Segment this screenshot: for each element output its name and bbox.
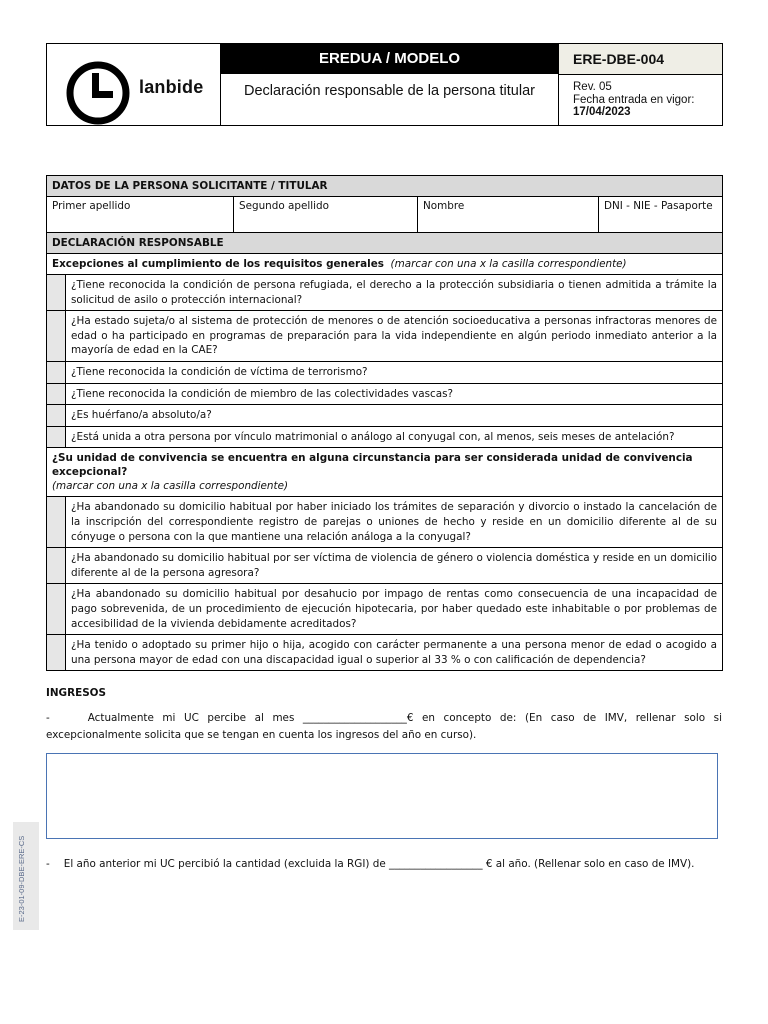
checkbox[interactable] [47,275,66,310]
checkbox[interactable] [47,311,66,361]
unit-heading: ¿Su unidad de convivencia se encuentra en alguna circunstancia para ser considerada unidad de convivencia excepcional? (marcar con una x la casilla correspondiente) [47,448,722,497]
side-code: E-23-01-09-DBE-ERE-CS [17,835,26,922]
general-item: ¿Es huérfano/a absoluto/a? [47,405,722,427]
general-item: ¿Tiene reconocida la condición de víctima de terrorismo? [47,362,722,384]
effective-label: Fecha entrada en vigor: [573,93,695,106]
applicant-fields [47,197,722,233]
doc-title: Declaración responsable de la persona titular [244,83,535,99]
declaration-title: DECLARACIÓN RESPONSABLE [47,233,722,254]
doc-code: ERE-DBE-004 [559,44,722,75]
general-item: ¿Tiene reconocida la condición de miembro de las colectividades vascas? [47,384,722,406]
document-header [46,43,723,126]
title-cell [221,44,559,125]
meta-cell [559,44,722,125]
income-title: INGRESOS [46,687,106,699]
declaration-table [46,175,723,671]
name-field[interactable]: Nombre [418,197,599,232]
income-line-current: - Actualmente mi UC percibe al mes ____________________€ en concepto de: (En caso de IMV, rellenar solo si excepcionalmente solicita que se tengan en cuenta los ingresos del año en curso). [46,712,722,741]
unit-item: ¿Ha tenido o adoptado su primer hijo o hija, acogido con carácter permanente a una persona menor de edad o acogido a una persona mayor de edad con una discapacidad igual o superior al 33 % o con calificación de dependencia? [47,635,722,670]
general-item: ¿Tiene reconocida la condición de persona refugiada, el derecho a la protección subsidiaria o tienen admitida a trámite la solicitud de asilo o protección internacional? [47,275,722,311]
second-surname-field[interactable]: Segundo apellido [234,197,418,232]
lanbide-logo-icon [65,60,131,126]
logo-cell [47,44,221,125]
first-surname-field[interactable]: Primer apellido [47,197,234,232]
checkbox[interactable] [47,584,66,634]
checkbox[interactable] [47,427,66,448]
id-document-field[interactable]: DNI - NIE - Pasaporte [604,200,713,212]
checkbox[interactable] [47,405,66,426]
checkbox[interactable] [47,635,66,670]
checkbox[interactable] [47,497,66,547]
income-concept-textarea[interactable] [46,753,718,839]
checkbox[interactable] [47,548,66,583]
unit-item: ¿Ha abandonado su domicilio habitual por ser víctima de violencia de género o violencia doméstica y reside en un domicilio diferente al de la persona agresora? [47,548,722,584]
income-line-previous: - El año anterior mi UC percibió la cantidad (excluida la RGI) de __________________ € al año. (Rellenar solo en caso de IMV). [46,858,695,870]
checkbox[interactable] [47,362,66,383]
revision: Rev. 05 [573,81,612,93]
unit-item: ¿Ha abandonado su domicilio habitual por desahucio por impago de rentas como consecuencia de una incapacidad de pago sobrevenida, de un procedimiento de ejecución hipotecaria, por haber quedado este inhabitable o por problemas de accesibilidad de la vivienda debidamente acreditados? [47,584,722,635]
applicant-section-title: DATOS DE LA PERSONA SOLICITANTE / TITULAR [47,176,722,197]
model-title: EREDUA / MODELO [221,44,558,74]
general-item: ¿Está unida a otra persona por vínculo matrimonial o análogo al conyugal con, al menos, seis meses de antelación? [47,427,722,449]
side-code-strip [13,822,39,930]
checkbox[interactable] [47,384,66,405]
unit-item: ¿Ha abandonado su domicilio habitual por haber iniciado los trámites de separación y divorcio o instado la cancelación de la inscripción del correspondiente registro de parejas o uniones de hecho y reside en un domicilio diferente al de su cónyuge o persona con la que mantiene una relación análoga a la conyugal? [47,497,722,548]
general-item: ¿Ha estado sujeta/o al sistema de protección de menores o de atención socioeducativa a personas infractoras menores de edad o ha participado en programas de preparación para la vida independiente en algún periodo inmediato anterior a la mayoría de edad en la CAE? [47,311,722,362]
effective-date: 17/04/2023 [573,106,631,118]
general-exceptions-heading: Excepciones al cumplimiento de los requisitos generales (marcar con una x la casilla correspondiente) [47,254,722,275]
logo-text: lanbide [139,77,204,97]
